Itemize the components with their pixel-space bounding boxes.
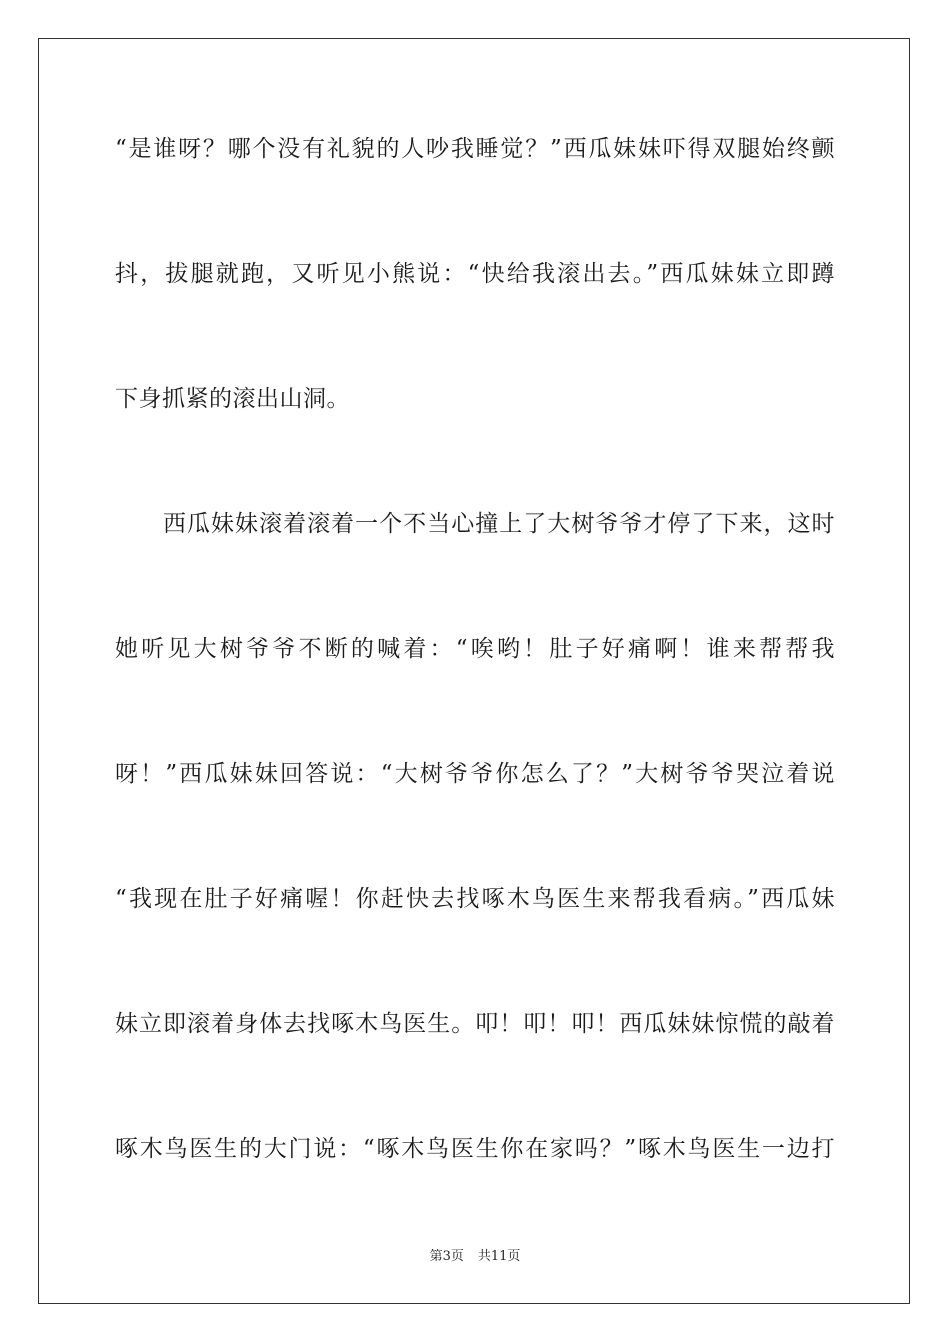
text-line-indented: 西瓜妹妹滚着滚着一个不当心撞上了大树爷爷才停了下来，这时: [163, 511, 835, 537]
page-border: [38, 38, 910, 1304]
text-line: 妹立即滚着身体去找啄木鸟医生。叩！叩！叩！西瓜妹妹惊慌的敲着: [115, 1011, 835, 1037]
text-line: 抖，拔腿就跑，又听见小熊说：“快给我滚出去。”西瓜妹妹立即蹲: [115, 261, 835, 287]
page-total: 共11页: [477, 1249, 521, 1264]
text-line: “是谁呀？哪个没有礼貌的人吵我睡觉？”西瓜妹妹吓得双腿始终颤: [115, 136, 835, 162]
page-footer: [0, 1248, 950, 1266]
page-number: 第3页: [429, 1249, 464, 1264]
text-line: 她听见大树爷爷不断的喊着：“唉哟！肚子好痛啊！谁来帮帮我: [115, 636, 835, 662]
text-line: 下身抓紧的滚出山洞。: [115, 386, 350, 412]
text-line: 呀！”西瓜妹妹回答说：“大树爷爷你怎么了？”大树爷爷哭泣着说: [115, 761, 835, 787]
text-line: “我现在肚子好痛喔！你赶快去找啄木鸟医生来帮我看病。”西瓜妹: [115, 886, 835, 912]
text-line: 啄木鸟医生的大门说：“啄木鸟医生你在家吗？”啄木鸟医生一边打: [115, 1136, 835, 1162]
